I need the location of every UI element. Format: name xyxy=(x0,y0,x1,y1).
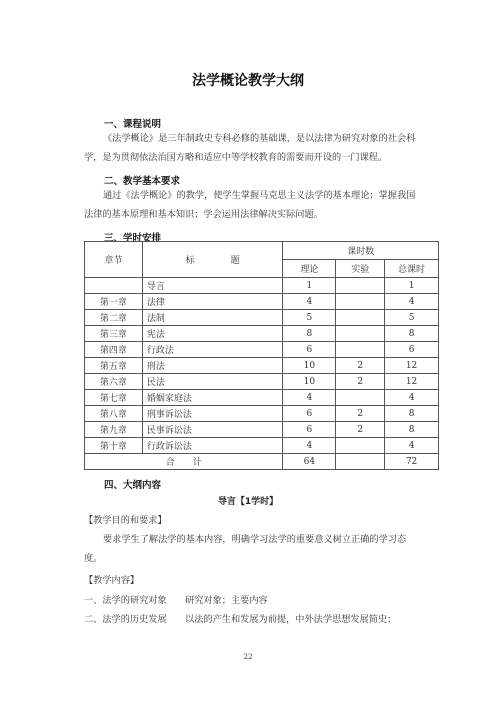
total-label: 合 计 xyxy=(85,454,283,470)
content-item-1: 一、法学的研究对象 研究对象；主要内容 xyxy=(84,595,268,606)
header-theory: 理论 xyxy=(283,260,336,278)
cell-title: 刑法 xyxy=(142,358,283,374)
table-row xyxy=(85,406,439,422)
goal-text: 要求学生了解法学的基本内容，明确学习法学的重要意义树立正确的学习态度。 xyxy=(84,534,407,564)
cell-total: 4 xyxy=(385,390,439,406)
cell-theory: 4 xyxy=(283,438,336,454)
cell-lab: 2 xyxy=(336,374,385,390)
table-row xyxy=(85,342,439,358)
cell-theory: 6 xyxy=(283,406,336,422)
table-row xyxy=(85,326,439,342)
cell-theory: 4 xyxy=(283,294,336,310)
content-item-2: 二、法学的历史发展 以法的产生和发展为前提，中外法学思想发展简史； xyxy=(84,614,397,625)
table-row xyxy=(85,374,439,390)
cell-chapter: 第三章 xyxy=(85,326,143,342)
section-heading-schedule: 三、学时安排 xyxy=(104,233,162,244)
cell-lab: 2 xyxy=(336,422,385,438)
cell-total: 12 xyxy=(385,358,439,374)
cell-title: 刑事诉讼法 xyxy=(142,406,283,422)
goal-label: 【教学目的和要求】 xyxy=(84,515,167,526)
cell-chapter xyxy=(85,278,143,294)
table-row xyxy=(85,278,439,294)
header-hours: 课时数 xyxy=(283,242,439,260)
cell-chapter: 第六章 xyxy=(85,374,143,390)
cell-chapter: 第四章 xyxy=(85,342,143,358)
cell-total: 8 xyxy=(385,406,439,422)
paragraph-course-description: 《法学概论》是三年制政史专科必修的基础课，是以法律为研究对象的社会科学，是为贯彻依法治国方略和适应中等学校教育的需要而开设的一门课程。 xyxy=(84,133,416,163)
document-title: 法学概论教学大纲 xyxy=(192,73,304,89)
section-heading-outline: 四、大纲内容 xyxy=(104,480,162,491)
total-theory: 64 xyxy=(283,454,336,470)
cell-lab xyxy=(336,326,385,342)
cell-theory: 10 xyxy=(283,374,336,390)
header-chapter: 章节 xyxy=(85,242,143,278)
cell-lab xyxy=(336,294,385,310)
header-lab: 实验 xyxy=(336,260,385,278)
cell-title: 行政诉讼法 xyxy=(142,438,283,454)
table-row xyxy=(85,294,439,310)
cell-title: 导言 xyxy=(142,278,283,294)
cell-title: 法制 xyxy=(142,310,283,326)
cell-chapter: 第九章 xyxy=(85,422,143,438)
cell-chapter: 第七章 xyxy=(85,390,143,406)
table-row xyxy=(85,422,439,438)
cell-title: 民事诉讼法 xyxy=(142,422,283,438)
header-total: 总课时 xyxy=(385,260,439,278)
content-label: 【教学内容】 xyxy=(84,575,140,586)
paragraph-basic-requirements: 通过《法学概论》的教学，使学生掌握马克思主义法学的基本理论；掌握我国法律的基本原理和基本知识；学会运用法律解决实际问题。 xyxy=(84,190,416,220)
cell-lab xyxy=(336,342,385,358)
cell-total: 8 xyxy=(385,422,439,438)
cell-chapter: 第一章 xyxy=(85,294,143,310)
table-row xyxy=(85,310,439,326)
cell-theory: 6 xyxy=(283,342,336,358)
cell-chapter: 第五章 xyxy=(85,358,143,374)
total-total: 72 xyxy=(385,454,439,470)
cell-lab xyxy=(336,310,385,326)
cell-theory: 10 xyxy=(283,358,336,374)
table-row xyxy=(85,358,439,374)
cell-total: 1 xyxy=(385,278,439,294)
cell-total: 5 xyxy=(385,310,439,326)
section-heading-course-description: 一、课程说明 xyxy=(104,119,162,130)
cell-total: 4 xyxy=(385,294,439,310)
cell-theory: 8 xyxy=(283,326,336,342)
cell-title: 宪法 xyxy=(142,326,283,342)
cell-lab: 2 xyxy=(336,358,385,374)
cell-total: 12 xyxy=(385,374,439,390)
table-total-row xyxy=(85,454,439,470)
section-heading-basic-requirements: 二、教学基本要求 xyxy=(104,176,181,187)
table-row xyxy=(85,438,439,454)
cell-theory: 1 xyxy=(283,278,336,294)
cell-lab xyxy=(336,438,385,454)
cell-chapter: 第二章 xyxy=(85,310,143,326)
cell-theory: 6 xyxy=(283,422,336,438)
subheading-introduction: 导言【1学时】 xyxy=(217,497,279,507)
cell-title: 婚姻家庭法 xyxy=(142,390,283,406)
cell-total: 8 xyxy=(385,326,439,342)
cell-theory: 5 xyxy=(283,310,336,326)
cell-lab: 2 xyxy=(336,406,385,422)
cell-chapter: 第八章 xyxy=(85,406,143,422)
cell-chapter: 第十章 xyxy=(85,438,143,454)
cell-theory: 4 xyxy=(283,390,336,406)
cell-total: 4 xyxy=(385,438,439,454)
cell-title: 行政法 xyxy=(142,342,283,358)
schedule-table xyxy=(84,241,439,470)
cell-title: 民法 xyxy=(142,374,283,390)
cell-lab xyxy=(336,278,385,294)
cell-title: 法律 xyxy=(142,294,283,310)
header-title: 标 题 xyxy=(142,242,283,278)
page-number: 22 xyxy=(243,652,253,661)
cell-total: 6 xyxy=(385,342,439,358)
table-row xyxy=(85,390,439,406)
total-lab xyxy=(336,454,385,470)
cell-lab xyxy=(336,390,385,406)
